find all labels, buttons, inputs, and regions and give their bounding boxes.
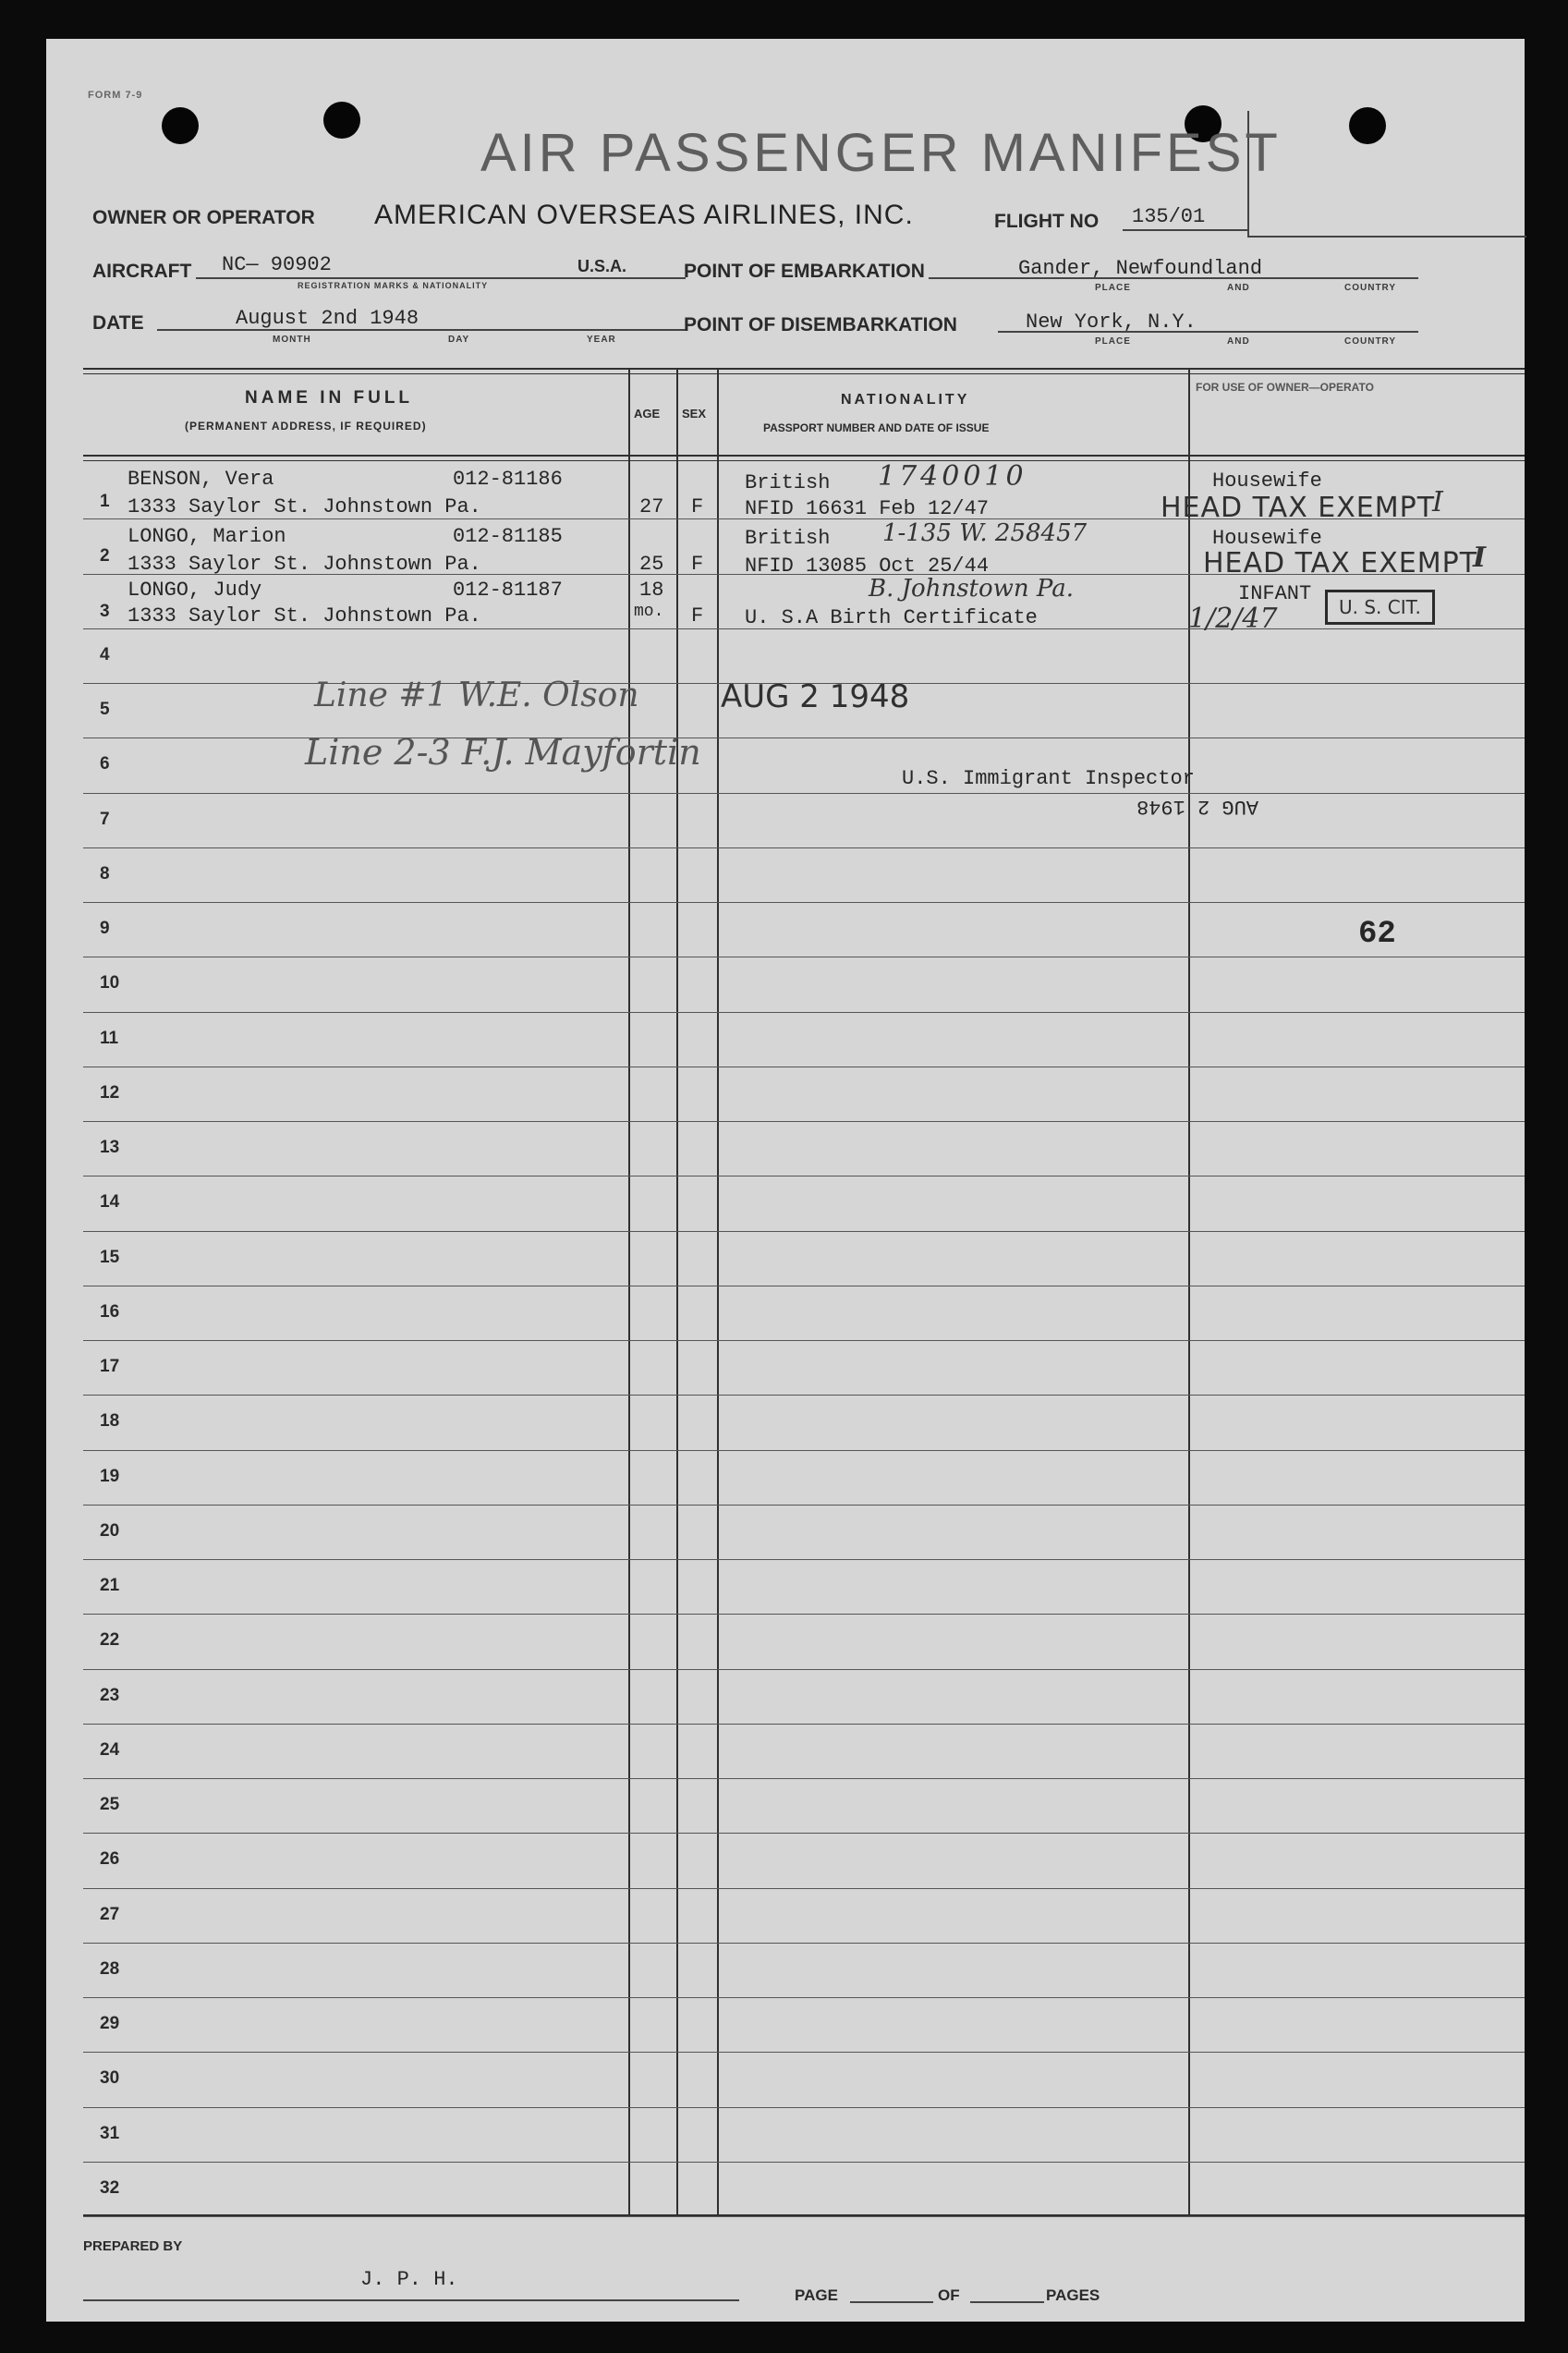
col-divider-sex-nat — [717, 368, 719, 2214]
passenger-1-tax-note: HEAD TAX EXEMPT — [1161, 492, 1436, 524]
of-label: OF — [938, 2286, 960, 2304]
row-number: 19 — [100, 1466, 120, 1486]
passenger-2-passport: NFID 13085 Oct 25/44 — [745, 555, 990, 578]
table-top-border-2 — [83, 373, 1525, 374]
col-divider-nat-owner — [1188, 368, 1190, 2214]
col-divider-age-sex — [676, 368, 678, 2214]
owner-label: OWNER OR OPERATOR — [92, 207, 315, 228]
row-divider — [83, 1505, 1525, 1506]
table-top-border — [83, 368, 1525, 370]
row-divider — [83, 902, 1525, 903]
passenger-1-address: 1333 Saylor St. Johnstown Pa. — [128, 495, 481, 518]
line4-handwriting: Line #1 W.E. Olson — [314, 677, 639, 714]
line5-handwriting: Line 2-3 F.J. Mayfortin — [305, 732, 701, 773]
row-number: 31 — [100, 2123, 120, 2143]
row-number: 27 — [100, 1904, 120, 1924]
mirrored-date-stamp: AUG 2 1948 — [1136, 795, 1259, 818]
row-number: 30 — [100, 2068, 120, 2089]
prepared-by-label: PREPARED BY — [83, 2238, 183, 2254]
col-header-age: AGE — [634, 407, 661, 421]
row-number: 6 — [100, 754, 110, 774]
row-divider — [83, 1888, 1525, 1889]
row-divider — [83, 1450, 1525, 1451]
punch-hole — [323, 102, 360, 139]
owner-value: AMERICAN OVERSEAS AIRLINES, INC. — [374, 200, 914, 230]
row-divider — [83, 1340, 1525, 1341]
row-number: 20 — [100, 1520, 120, 1541]
disembark-country-caption: COUNTRY — [1344, 336, 1397, 347]
aircraft-country: U.S.A. — [577, 257, 627, 275]
page-label: PAGE — [795, 2286, 838, 2304]
col-header-name: NAME IN FULL — [245, 388, 414, 408]
disembark-label: POINT OF DISEMBARKATION — [684, 314, 957, 335]
embark-and-caption: AND — [1227, 283, 1250, 293]
row-number: 28 — [100, 1958, 120, 1979]
row-divider — [83, 847, 1525, 848]
passenger-2-tax-note: HEAD TAX EXEMPT — [1203, 547, 1478, 579]
col-header-owner-use: FOR USE OF OWNER—OPERATO — [1196, 381, 1374, 394]
page-number: 62 — [1358, 917, 1396, 952]
inspector-stamp: U.S. Immigrant Inspector — [902, 767, 1195, 790]
form-title: AIR PASSENGER MANIFEST — [480, 123, 1282, 183]
prepared-by-value: J. P. H. — [360, 2268, 458, 2291]
corner-box — [1247, 111, 1526, 238]
row-divider — [83, 1724, 1525, 1725]
row-divider — [83, 2162, 1525, 2163]
aircraft-label: AIRCRAFT — [92, 261, 192, 282]
flight-value: 135/01 — [1132, 205, 1206, 228]
row-divider — [83, 1943, 1525, 1944]
row-number: 7 — [100, 809, 110, 829]
row-number: 16 — [100, 1301, 120, 1322]
passenger-3-id: 012-81187 — [453, 579, 563, 602]
col-header-name-sub: (PERMANENT ADDRESS, IF REQUIRED) — [185, 420, 427, 433]
passenger-2-sex: F — [691, 553, 704, 576]
row-number: 26 — [100, 1849, 120, 1870]
row-number: 5 — [100, 700, 110, 719]
embark-place-caption: PLACE — [1095, 283, 1131, 293]
passenger-3-name: LONGO, Judy — [128, 579, 262, 602]
row-divider — [83, 1778, 1525, 1779]
passenger-1-tax-mark: I — [1432, 486, 1443, 518]
pages-label: PAGES — [1046, 2286, 1100, 2304]
passenger-3-address: 1333 Saylor St. Johnstown Pa. — [128, 604, 481, 628]
passenger-1-sex: F — [691, 495, 704, 518]
passenger-1-name: BENSON, Vera — [128, 468, 274, 491]
row-number: 18 — [100, 1411, 120, 1432]
row-number: 22 — [100, 1630, 120, 1651]
row-number: 23 — [100, 1685, 120, 1705]
disembark-underline — [998, 331, 1418, 333]
embark-country-caption: COUNTRY — [1344, 283, 1397, 293]
date-underline — [157, 329, 686, 331]
passenger-2-tax-mark: I — [1473, 542, 1487, 574]
row-number: 15 — [100, 1247, 120, 1267]
passenger-3-sex: F — [691, 604, 704, 628]
row-number: 12 — [100, 1082, 120, 1103]
header-bottom-border-2 — [83, 460, 1525, 461]
row-divider — [83, 1231, 1525, 1232]
row-number: 3 — [100, 601, 110, 621]
row-divider — [83, 1614, 1525, 1615]
day-caption: DAY — [448, 335, 470, 345]
disembark-place-caption: PLACE — [1095, 336, 1131, 347]
passenger-2-id: 012-81185 — [453, 525, 563, 548]
row-divider — [83, 793, 1525, 794]
row-number: 4 — [100, 644, 110, 664]
row-number: 29 — [100, 2014, 120, 2033]
row-number: 25 — [100, 1795, 120, 1814]
row-number: 11 — [100, 1028, 119, 1048]
passenger-2-passport-hand: 1-135 W. 258457 — [882, 519, 1088, 547]
embark-label: POINT OF EMBARKATION — [684, 261, 925, 282]
inspection-date-stamp: AUG 2 1948 — [721, 678, 910, 715]
row-divider — [83, 1559, 1525, 1560]
year-caption: YEAR — [587, 335, 616, 345]
prepared-by-underline — [83, 2299, 739, 2301]
row-divider — [83, 1121, 1525, 1122]
passenger-3-occupation: INFANT — [1238, 582, 1312, 605]
passenger-1-age: 27 — [639, 495, 664, 518]
date-value: August 2nd 1948 — [236, 307, 419, 330]
passenger-2-age: 25 — [639, 553, 664, 576]
passenger-2-occupation: Housewife — [1212, 527, 1322, 550]
passenger-3-age: 18 — [639, 579, 664, 602]
aircraft-underline — [196, 277, 686, 279]
row-divider — [83, 2052, 1525, 2053]
row-number: 1 — [100, 492, 110, 511]
disembark-and-caption: AND — [1227, 336, 1250, 347]
page-underline — [850, 2301, 933, 2303]
passenger-3-dob: 1/2/47 — [1188, 603, 1278, 635]
disembark-value: New York, N.Y. — [1026, 311, 1197, 334]
passenger-1-nationality: British — [745, 471, 831, 494]
passenger-1-passport-hand: 1740010 — [878, 460, 1027, 493]
passenger-3-age-unit: mo. — [634, 603, 664, 621]
passenger-2-address: 1333 Saylor St. Johnstown Pa. — [128, 553, 481, 576]
row-divider — [83, 1669, 1525, 1670]
registration-caption: REGISTRATION MARKS & NATIONALITY — [298, 281, 489, 290]
row-divider — [83, 1833, 1525, 1834]
passenger-2-nationality: British — [745, 527, 831, 550]
row-number: 32 — [100, 2177, 120, 2198]
passenger-1-passport: NFID 16631 Feb 12/47 — [745, 497, 990, 520]
manifest-sheet — [46, 39, 1525, 2322]
passenger-2-name: LONGO, Marion — [128, 525, 286, 548]
row-divider — [83, 2107, 1525, 2108]
row-number: 21 — [100, 1576, 120, 1595]
row-divider — [83, 2216, 1525, 2217]
passenger-3-citizen-stamp: U. S. CIT. — [1325, 590, 1435, 625]
row-number: 13 — [100, 1138, 120, 1157]
of-underline — [970, 2301, 1044, 2303]
row-divider — [83, 1997, 1525, 1998]
embark-underline — [929, 277, 1418, 279]
punch-hole — [162, 107, 199, 144]
month-caption: MONTH — [273, 335, 311, 345]
passenger-1-occupation: Housewife — [1212, 469, 1322, 493]
row-number: 9 — [100, 919, 110, 938]
row-divider — [83, 1012, 1525, 1013]
form-code: FORM 7-9 — [88, 90, 143, 101]
aircraft-value: NC— 90902 — [222, 253, 332, 276]
passenger-1-id: 012-81186 — [453, 468, 563, 491]
row-number: 10 — [100, 973, 120, 994]
col-header-nationality-sub: PASSPORT NUMBER AND DATE OF ISSUE — [763, 421, 990, 434]
col-header-sex: SEX — [682, 407, 707, 421]
row-number: 24 — [100, 1739, 120, 1760]
flight-underline — [1123, 229, 1247, 231]
passenger-3-birthplace-hand: B. Johnstown Pa. — [869, 575, 1075, 603]
footer-top-border — [83, 2214, 1525, 2216]
row-number: 2 — [100, 546, 110, 567]
col-header-nationality: NATIONALITY — [841, 392, 970, 408]
date-label: DATE — [92, 312, 144, 334]
header-bottom-border — [83, 455, 1525, 457]
row-number: 14 — [100, 1192, 120, 1213]
passenger-3-nationality: U. S.A Birth Certificate — [745, 606, 1038, 629]
row-divider — [83, 1395, 1525, 1396]
col-divider-name-age — [628, 368, 630, 2214]
row-number: 8 — [100, 863, 110, 884]
flight-label: FLIGHT NO — [994, 211, 1100, 232]
row-number: 17 — [100, 1357, 120, 1376]
embark-value: Gander, Newfoundland — [1018, 257, 1263, 280]
